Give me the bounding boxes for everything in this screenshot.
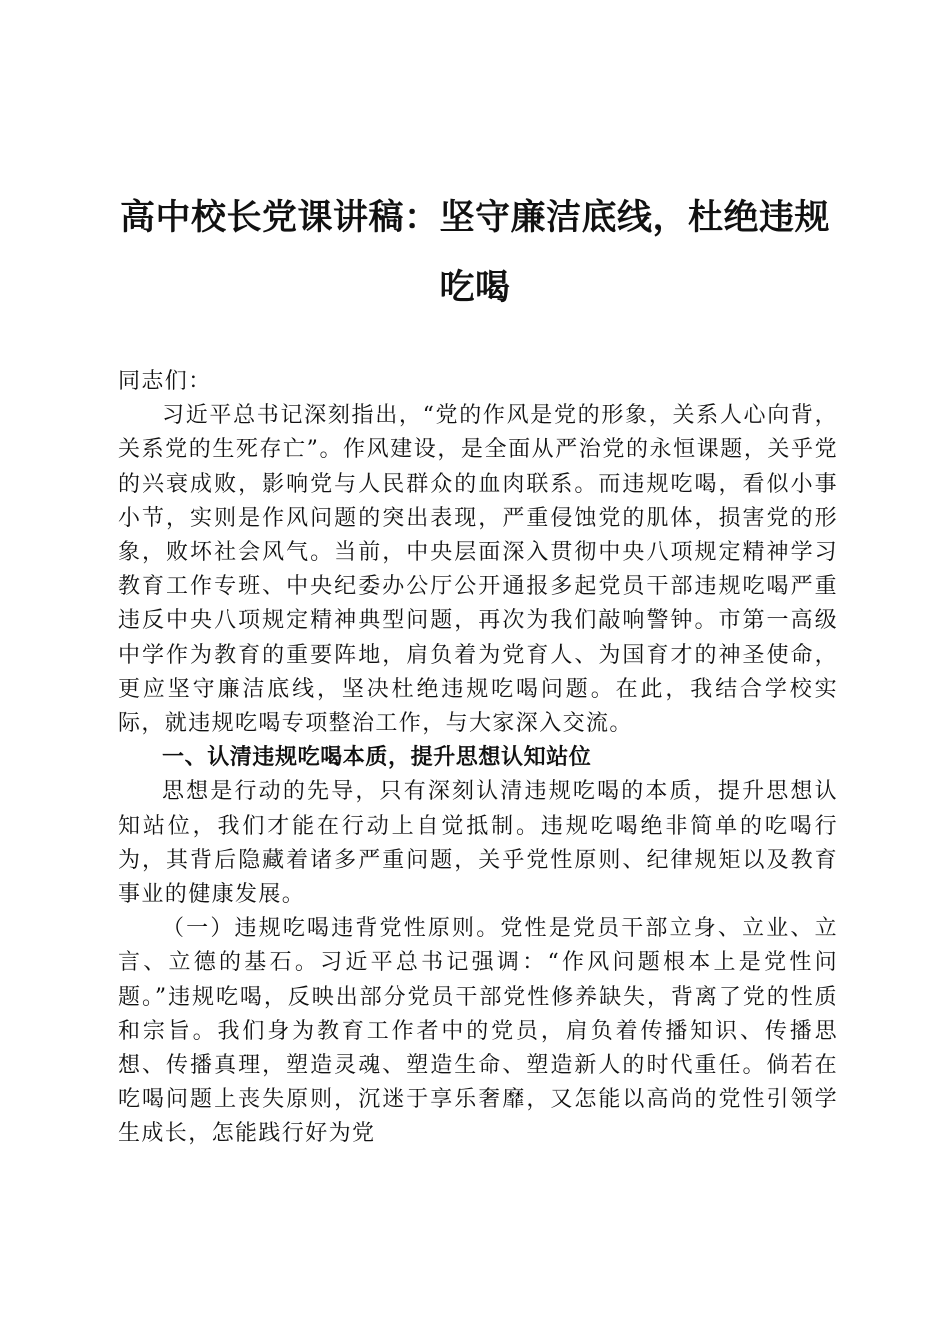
subsection-1-text: 党性是党员干部立身、立业、立言、立德的基石。习近平总书记强调：“作风问题根本上是党性问题。”违规吃喝，反映出部分党员干部党性修养缺失，背离了党的性质和宗旨。我们身为教育工作者中的党员，肩负着传播知识、传播思想、传播真理，塑造灵魂、塑造生命、塑造新人的时代重任。倘若在吃喝问题上丧失原则，沉迷于享乐奢靡，又怎能以高尚的党性引领学生成长，怎能践行好为党 — [118, 916, 838, 1147]
salutation: 同志们： — [118, 369, 212, 394]
paragraph-subsection-1 — [118, 912, 838, 1151]
paragraph-intro: 习近平总书记深刻指出，“党的作风是党的形象，关系人心向背，关系党的生死存亡”。作风建设，是全面从严治党的永恒课题，关乎党的兴衰成败，影响党与人民群众的血肉联系。而违规吃喝，看似小事小节，实则是作风问题的突出表现，严重侵蚀党的肌体，损害党的形象，败坏社会风气。当前，中央层面深入贯彻中央八项规定精神学习教育工作专班、中央纪委办公厅公开通报多起党员干部违规吃喝严重违反中央八项规定精神典型问题，再次为我们敲响警钟。市第一高级中学作为教育的重要阵地，肩负着为党育人、为国育才的神圣使命，更应坚守廉洁底线，坚决杜绝违规吃喝问题。在此，我结合学校实际，就违规吃喝专项整治工作，与大家深入交流。 — [118, 403, 838, 737]
document-title-line-2: 吃喝 — [439, 267, 511, 308]
section-heading-1: 一、认清违规吃喝本质，提升思想认知站位 — [162, 745, 592, 771]
paragraph-section-1: 思想是行动的先导，只有深刻认清违规吃喝的本质，提升思想认知站位，我们才能在行动上自觉抵制。违规吃喝绝非简单的吃喝行为，其背后隐藏着诸多严重问题，关乎党性原则、纪律规矩以及教育事业的健康发展。 — [118, 779, 838, 908]
document-body — [118, 365, 838, 1152]
subsection-heading-1: （一）违规吃喝违背党性原则。 — [162, 916, 501, 942]
document-title-line-1: 高中校长党课讲稿：坚守廉洁底线，杜绝违规 — [119, 197, 830, 238]
